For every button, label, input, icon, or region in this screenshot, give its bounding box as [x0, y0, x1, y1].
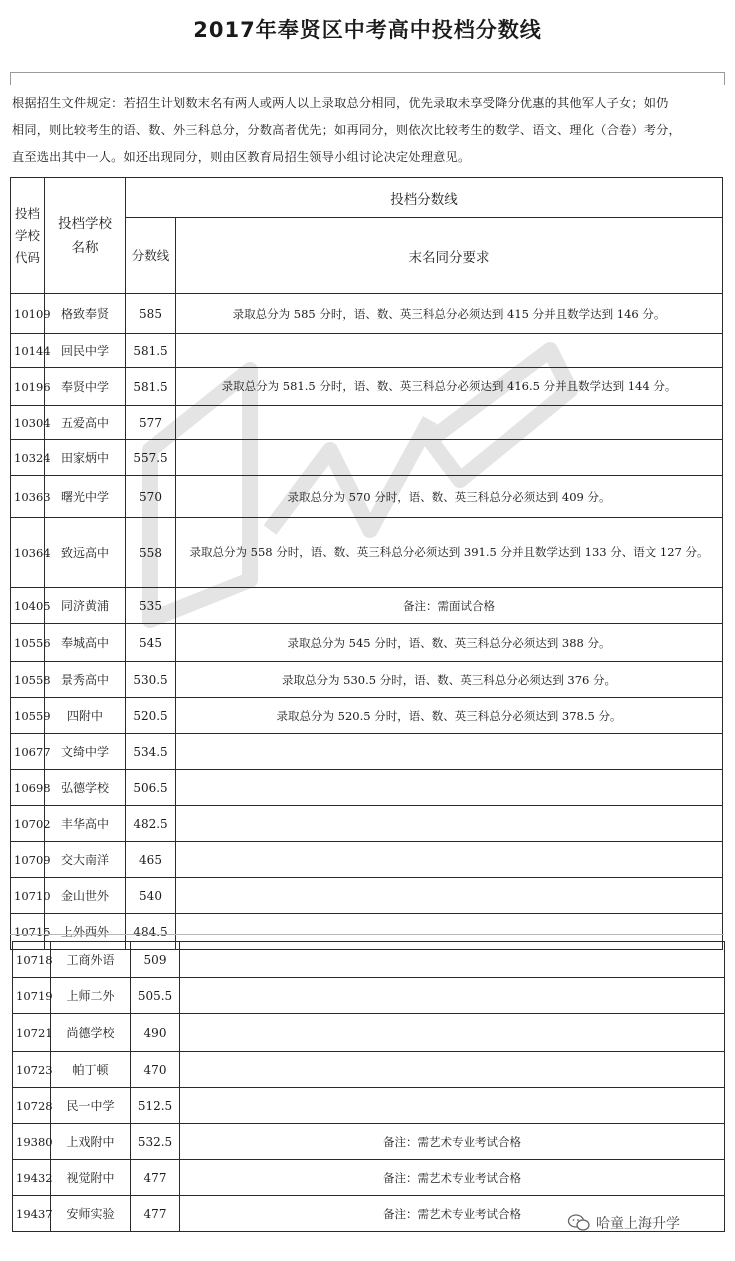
school-name-cell: 田家炳中 [45, 440, 126, 476]
score-cell: 484.5 [126, 914, 176, 950]
school-code-cell: 10405 [11, 588, 45, 624]
school-code-cell: 19380 [13, 1124, 51, 1160]
requirement-cell [176, 440, 723, 476]
table-row [13, 1124, 725, 1160]
wechat-icon [568, 1214, 590, 1232]
intro-line: 直至选出其中一人。如还出现同分，则由区教育局招生领导小组讨论决定处理意见。 [12, 150, 471, 164]
table-row [13, 1088, 725, 1124]
table-row [13, 1014, 725, 1052]
score-cell: 545 [126, 624, 176, 662]
score-cell: 534.5 [126, 734, 176, 770]
school-name-cell: 上戏附中 [51, 1124, 131, 1160]
header-code [11, 178, 45, 294]
top-frame [10, 72, 725, 85]
school-code-cell: 10558 [11, 662, 45, 698]
score-cell: 512.5 [131, 1088, 180, 1124]
table-row [11, 476, 723, 518]
table-row [13, 1052, 725, 1088]
score-cell: 581.5 [126, 368, 176, 406]
requirement-cell [176, 334, 723, 368]
requirement-cell: 录取总分为 570 分时，语、数、英三科总分必须达到 409 分。 [176, 476, 723, 518]
school-code-cell: 19432 [13, 1160, 51, 1196]
score-cell: 509 [131, 942, 180, 978]
table-row [11, 368, 723, 406]
school-name-cell: 交大南洋 [45, 842, 126, 878]
school-name-cell: 五爱高中 [45, 406, 126, 440]
score-cell: 530.5 [126, 662, 176, 698]
school-code-cell: 10715 [11, 914, 45, 950]
score-cell: 558 [126, 518, 176, 588]
school-code-cell: 10677 [11, 734, 45, 770]
school-name-cell: 上师二外 [51, 978, 131, 1014]
requirement-cell: 录取总分为 581.5 分时，语、数、英三科总分必须达到 416.5 分并且数学达到 144 分。 [176, 368, 723, 406]
school-name-cell: 视觉附中 [51, 1160, 131, 1196]
score-cell: 505.5 [131, 978, 180, 1014]
school-name-cell: 同济黄浦 [45, 588, 126, 624]
table-row [11, 734, 723, 770]
table-row [11, 588, 723, 624]
school-code-cell: 10559 [11, 698, 45, 734]
school-code-cell: 10728 [13, 1088, 51, 1124]
requirement-cell [176, 842, 723, 878]
requirement-cell [180, 1014, 725, 1052]
school-name-cell: 工商外语 [51, 942, 131, 978]
score-cell: 585 [126, 294, 176, 334]
requirement-cell: 备注：需艺术专业考试合格 [180, 1160, 725, 1196]
score-cell: 482.5 [126, 806, 176, 842]
school-code-cell: 10363 [11, 476, 45, 518]
score-cell: 577 [126, 406, 176, 440]
school-name-cell: 奉城高中 [45, 624, 126, 662]
requirement-cell: 备注：需艺术专业考试合格 [180, 1196, 725, 1232]
school-code-cell: 10718 [13, 942, 51, 978]
score-table [10, 177, 723, 950]
requirement-cell: 录取总分为 520.5 分时，语、数、英三科总分必须达到 378.5 分。 [176, 698, 723, 734]
score-cell: 477 [131, 1196, 180, 1232]
table-row [11, 294, 723, 334]
school-code-cell: 10109 [11, 294, 45, 334]
school-name-cell: 上外西外 [45, 914, 126, 950]
page-break-line [10, 934, 724, 935]
header-req: 末名同分要求 [176, 218, 723, 294]
requirement-cell: 备注：需面试合格 [176, 588, 723, 624]
header-code-line: 学校 [14, 227, 40, 243]
requirement-cell [176, 770, 723, 806]
requirement-cell: 备注：需艺术专业考试合格 [180, 1124, 725, 1160]
score-cell: 477 [131, 1160, 180, 1196]
score-cell: 570 [126, 476, 176, 518]
score-cell: 520.5 [126, 698, 176, 734]
school-code-cell: 10709 [11, 842, 45, 878]
intro-text [12, 90, 724, 171]
school-name-cell: 民一中学 [51, 1088, 131, 1124]
school-code-cell: 10698 [11, 770, 45, 806]
intro-line: 相同，则比较考生的语、数、外三科总分，分数高者优先；如再同分，则依次比较考生的数学、语文、理化（合卷）考分， [12, 123, 681, 137]
header-name-line: 名称 [71, 239, 99, 256]
score-cell: 557.5 [126, 440, 176, 476]
requirement-cell: 录取总分为 585 分时，语、数、英三科总分必须达到 415 分并且数学达到 146 分。 [176, 294, 723, 334]
school-name-cell: 奉贤中学 [45, 368, 126, 406]
table-row [11, 698, 723, 734]
score-table-continued [12, 941, 725, 1232]
requirement-cell [176, 734, 723, 770]
table-row [13, 978, 725, 1014]
school-name-cell: 金山世外 [45, 878, 126, 914]
table-row [11, 406, 723, 440]
wechat-label: 哈童上海升学 [596, 1216, 680, 1232]
school-name-cell: 回民中学 [45, 334, 126, 368]
school-code-cell: 10702 [11, 806, 45, 842]
header-name-line: 投档学校 [58, 215, 112, 232]
score-cell: 490 [131, 1014, 180, 1052]
requirement-cell: 录取总分为 558 分时，语、数、英三科总分必须达到 391.5 分并且数学达到 133 分、语文 127 分。 [176, 518, 723, 588]
table-row [11, 518, 723, 588]
school-code-cell: 10710 [11, 878, 45, 914]
school-code-cell: 10723 [13, 1052, 51, 1088]
header-group: 投档分数线 [126, 178, 723, 218]
table-row [11, 878, 723, 914]
school-name-cell: 文绮中学 [45, 734, 126, 770]
requirement-cell [176, 406, 723, 440]
table-row [11, 662, 723, 698]
header-name [45, 178, 126, 294]
score-cell: 532.5 [131, 1124, 180, 1160]
school-code-cell: 10719 [13, 978, 51, 1014]
table-row [13, 1160, 725, 1196]
school-name-cell: 格致奉贤 [45, 294, 126, 334]
school-code-cell: 10721 [13, 1014, 51, 1052]
school-code-cell: 19437 [13, 1196, 51, 1232]
table-row [11, 806, 723, 842]
school-code-cell: 10196 [11, 368, 45, 406]
table-row [11, 842, 723, 878]
requirement-cell: 录取总分为 530.5 分时，语、数、英三科总分必须达到 376 分。 [176, 662, 723, 698]
school-name-cell: 丰华高中 [45, 806, 126, 842]
page-title: 2017年奉贤区中考高中投档分数线 [193, 18, 542, 42]
requirement-cell: 录取总分为 545 分时，语、数、英三科总分必须达到 388 分。 [176, 624, 723, 662]
school-name-cell: 弘德学校 [45, 770, 126, 806]
school-name-cell: 景秀高中 [45, 662, 126, 698]
school-name-cell: 曙光中学 [45, 476, 126, 518]
requirement-cell [180, 1052, 725, 1088]
school-name-cell: 帕丁顿 [51, 1052, 131, 1088]
score-cell: 470 [131, 1052, 180, 1088]
intro-line: 根据招生文件规定：若招生计划数末名有两人或两人以上录取总分相同，优先录取未享受降分优惠的其他军人子女；如仍 [12, 96, 669, 110]
school-code-cell: 10304 [11, 406, 45, 440]
requirement-cell [176, 806, 723, 842]
header-code-line: 投档 [14, 205, 40, 221]
table-row [11, 334, 723, 368]
requirement-cell [176, 878, 723, 914]
header-score: 分数线 [126, 218, 176, 294]
table-row [11, 624, 723, 662]
school-name-cell: 尚德学校 [51, 1014, 131, 1052]
wechat-watermark [568, 1213, 728, 1241]
school-code-cell: 10144 [11, 334, 45, 368]
school-name-cell: 四附中 [45, 698, 126, 734]
table-row [11, 770, 723, 806]
score-cell: 465 [126, 842, 176, 878]
table-row [13, 942, 725, 978]
score-cell: 581.5 [126, 334, 176, 368]
school-code-cell: 10364 [11, 518, 45, 588]
score-cell: 535 [126, 588, 176, 624]
school-name-cell: 致远高中 [45, 518, 126, 588]
requirement-cell [180, 978, 725, 1014]
table-row [11, 440, 723, 476]
header-code-line: 代码 [14, 249, 40, 265]
score-cell: 540 [126, 878, 176, 914]
requirement-cell [180, 1088, 725, 1124]
school-name-cell: 安师实验 [51, 1196, 131, 1232]
requirement-cell [180, 942, 725, 978]
school-code-cell: 10324 [11, 440, 45, 476]
school-code-cell: 10556 [11, 624, 45, 662]
score-cell: 506.5 [126, 770, 176, 806]
